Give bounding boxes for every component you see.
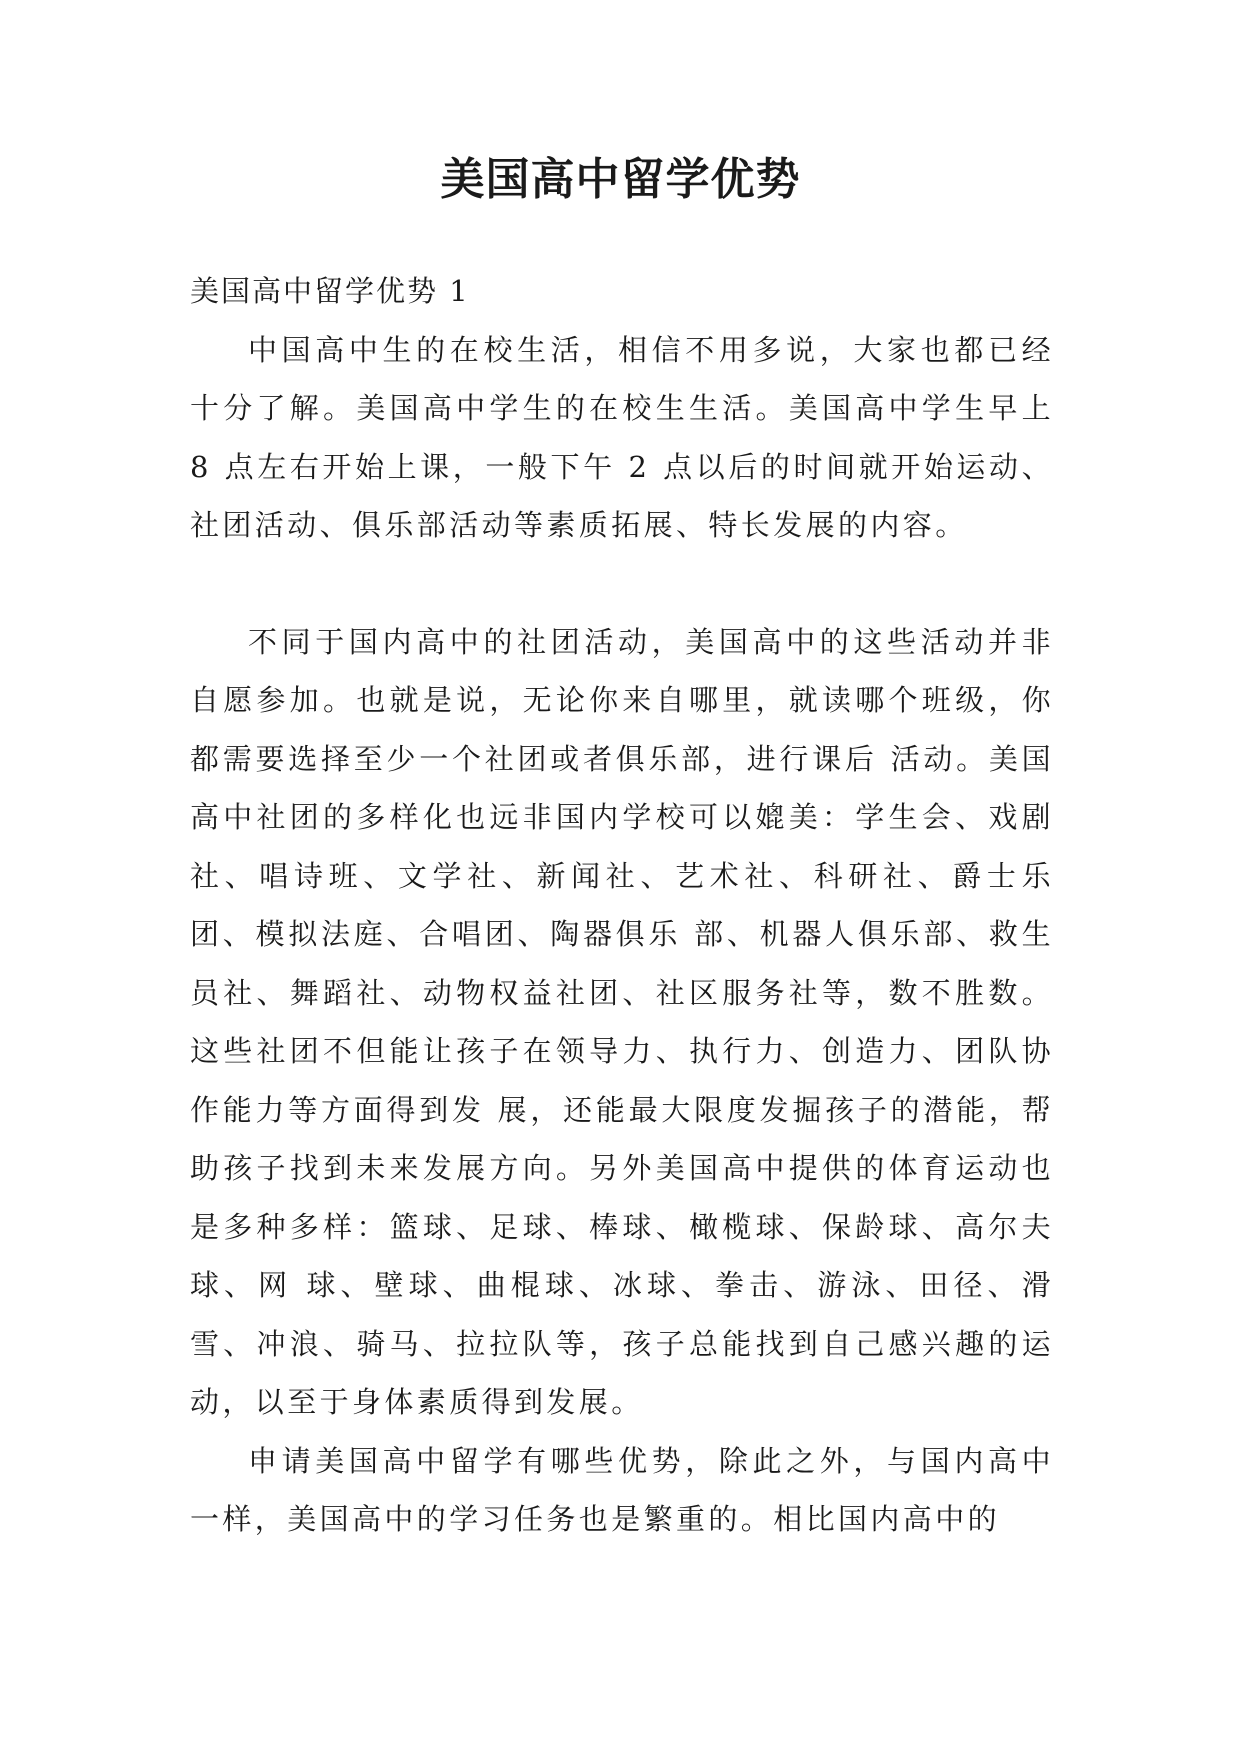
paragraph-3: 申请美国高中留学有哪些优势，除此之外，与国内高中一样，美国高中的学习任务也是繁重的。相比国内高中的 [190, 1443, 1054, 1536]
paragraph-2: 不同于国内高中的社团活动，美国高中的这些活动并非自愿参加。也就是说，无论你来自哪里，就读哪个班级，你都需要选择至少一个社团或者俱乐部，进行课后 活动。美国高中社团的多样化也远非国内学校可以媲美：学生会、戏剧社、唱诗班、文学社、新闻社、艺术社、科研社、爵士乐团、模拟法庭、合唱团、陶器俱乐 部、机器人俱乐部、救生员社、舞蹈社、动物权益社团、社区服务社等，数不胜数。这些社团不但能让孩子在领导力、执行力、创造力、团队协作能力等方面得到发 展，还能最大限度发掘孩子的潜能，帮助孩子找到未来发展方向。另外美国高中提供的体育运动也是多种多样：篮球、足球、棒球、橄榄球、保龄球、高尔夫球、网 球、壁球、曲棍球、冰球、拳击、游泳、田径、滑雪、冲浪、骑马、拉拉队等，孩子总能找到自己感兴趣的运动，以至于身体素质得到发展。 [190, 624, 1054, 1419]
section-heading: 美国高中留学优势 1 [190, 274, 470, 308]
document-title: 美国高中留学优势 [440, 154, 801, 205]
paragraph-1: 中国高中生的在校生活，相信不用多说，大家也都已经十分了解。美国高中学生的在校生生活。美国高中学生早上 8 点左右开始上课，一般下午 2 点以后的时间就开始运动、社团活动、俱乐部活动等素质拓展、特长发展的内容。 [190, 332, 1054, 542]
paragraph-spacer [190, 555, 1054, 613]
document-body [190, 262, 1054, 1549]
